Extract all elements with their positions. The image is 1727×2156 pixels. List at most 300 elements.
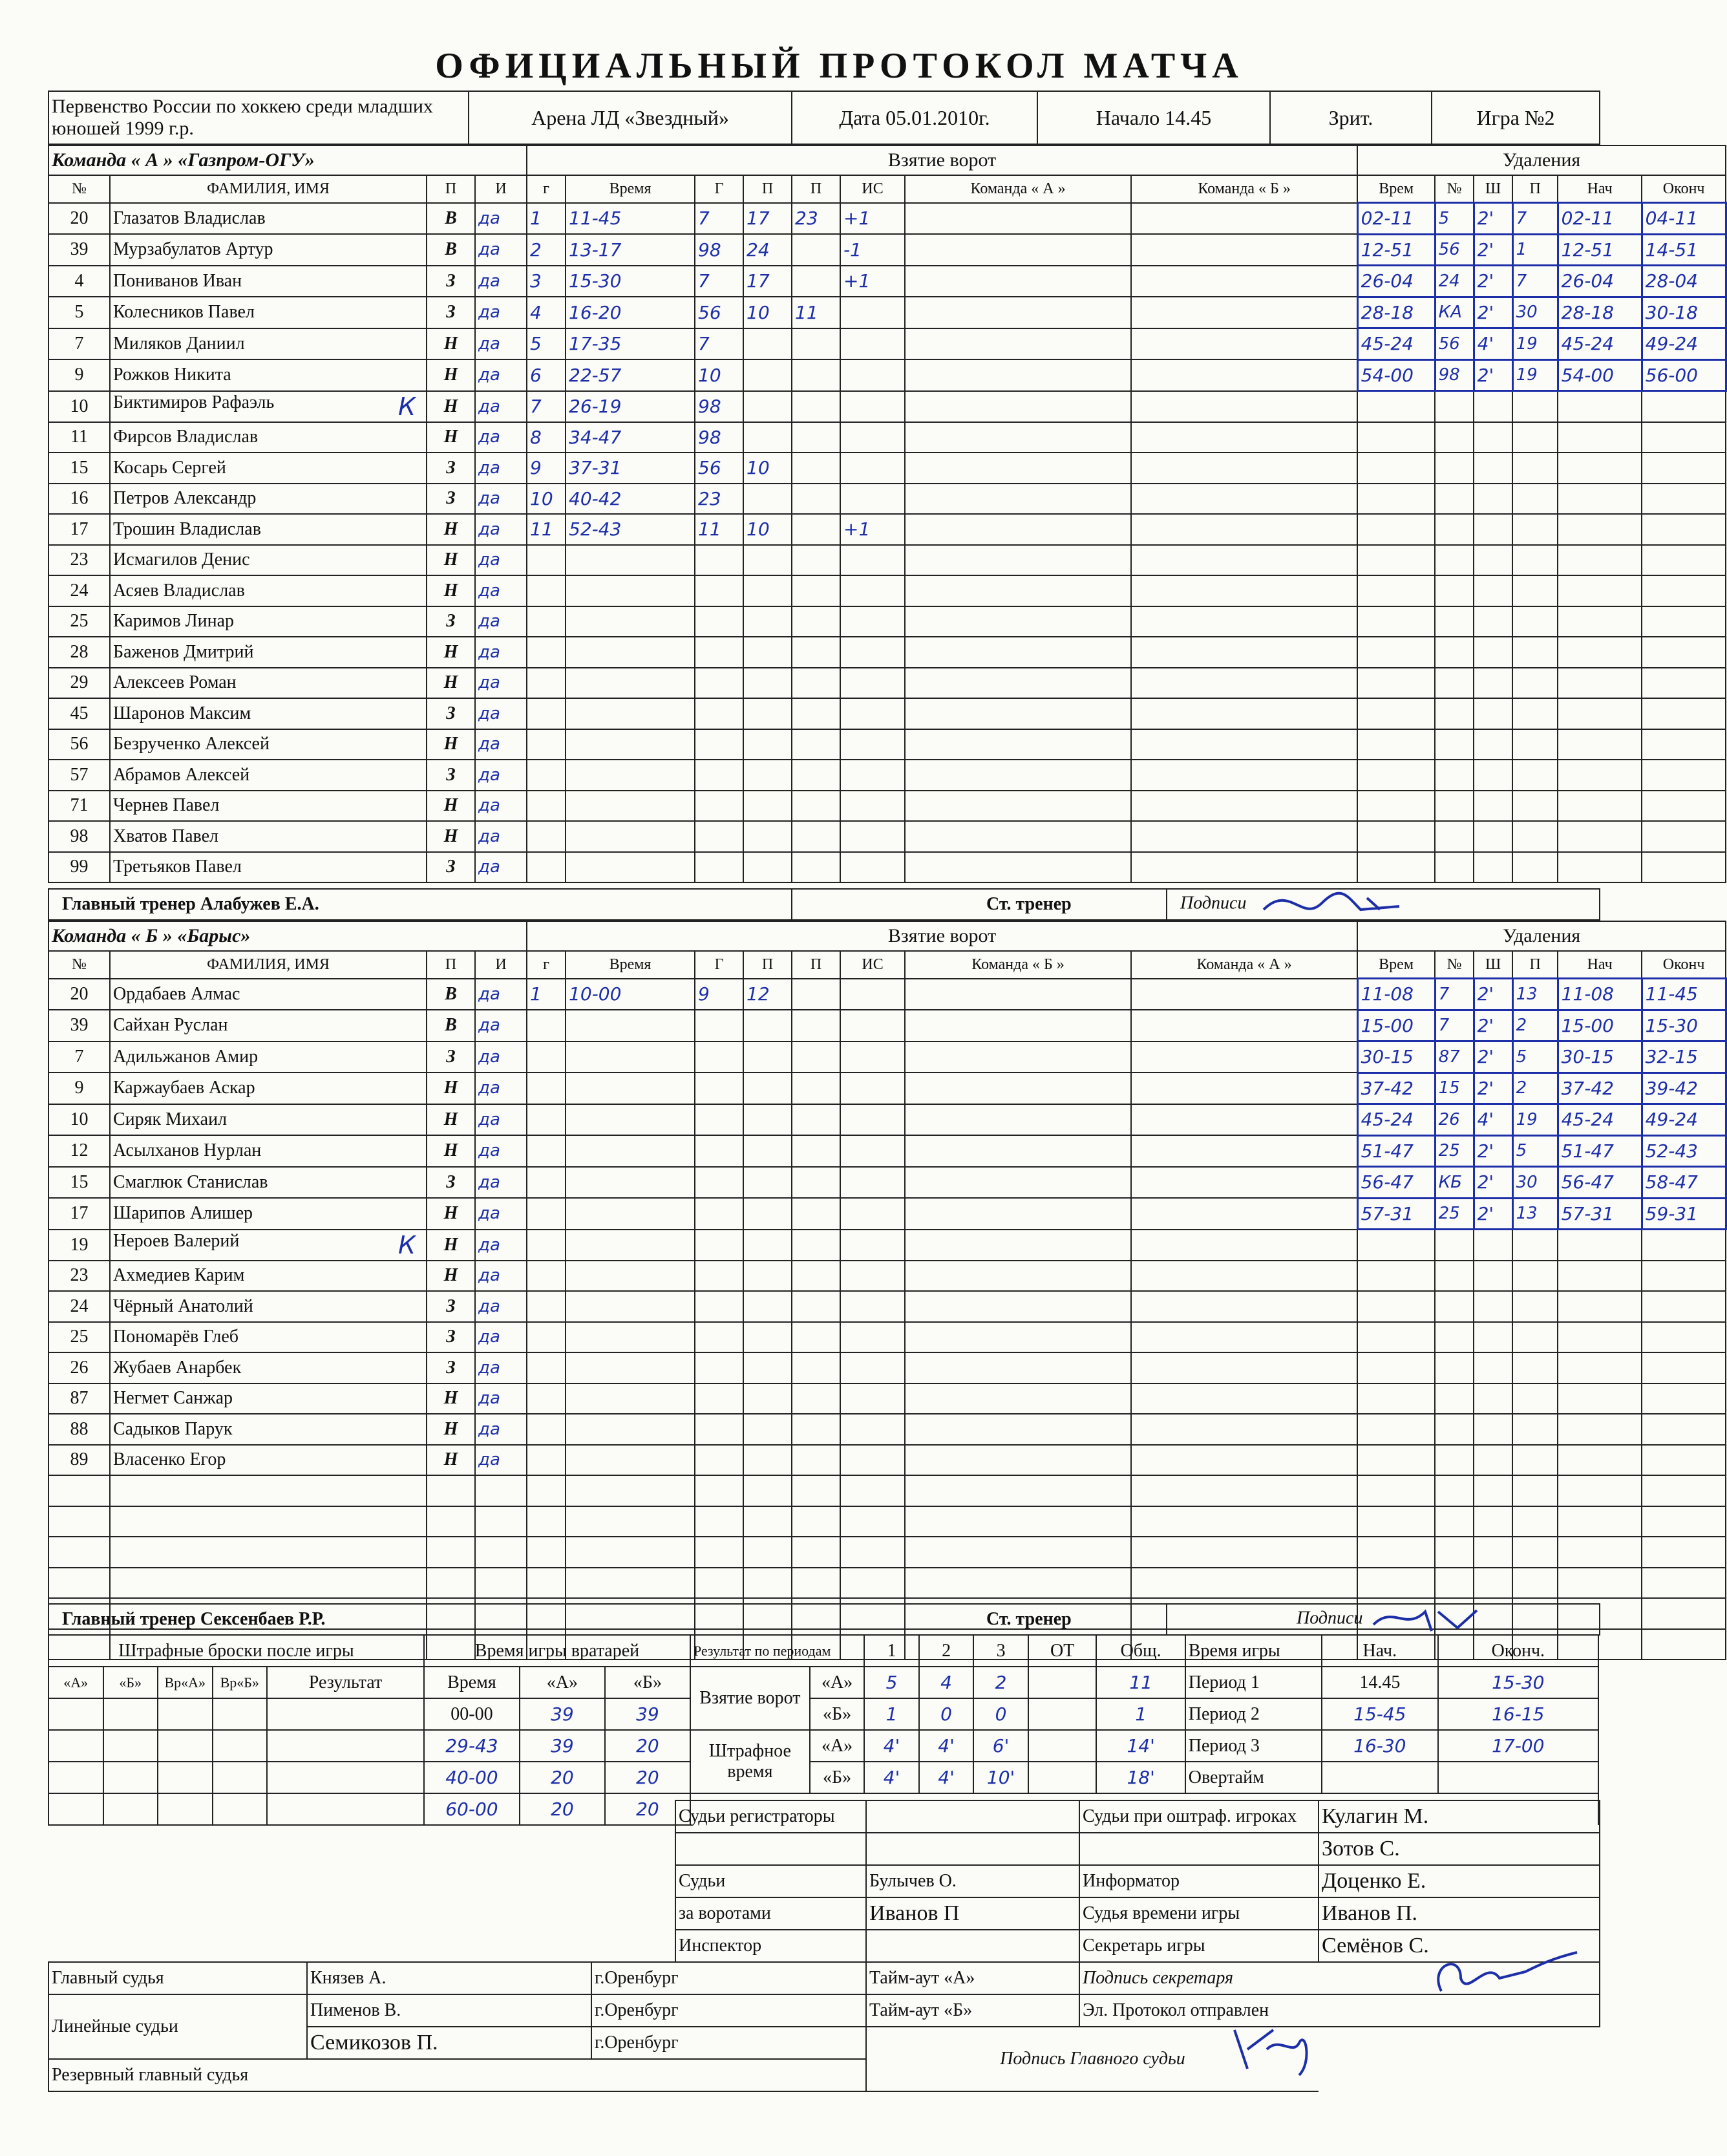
player-position: Н <box>427 514 475 545</box>
player-mark: да <box>475 1383 527 1414</box>
player-mark: да <box>475 1230 527 1261</box>
pim-b-p3: 10' <box>973 1762 1028 1793</box>
team-b-signature: Подписи <box>1167 1604 1600 1635</box>
penalty-code: 5 <box>1512 1135 1558 1167</box>
period-2-label: Период 2 <box>1185 1698 1322 1730</box>
table-row <box>48 852 1726 883</box>
goals-b-label: «Б» <box>810 1698 865 1730</box>
goal-assist-2 <box>792 266 840 297</box>
period-2-end: 16-15 <box>1438 1698 1598 1730</box>
player-position: З <box>427 1352 475 1383</box>
gk-row-a: 20 <box>520 1793 605 1825</box>
goal-scorer: 98 <box>695 234 743 266</box>
overtime-start <box>1322 1762 1438 1793</box>
goal-situation <box>840 422 905 453</box>
goal-assist-1: 10 <box>743 297 792 328</box>
penalty-minutes: 2' <box>1474 1010 1512 1041</box>
penbox-name-2: Зотов С. <box>1319 1833 1600 1865</box>
table-row <box>48 484 1726 515</box>
player-mark: да <box>475 1291 527 1322</box>
player-name: Каримов Линар <box>110 606 427 637</box>
goal-time: 16-20 <box>566 297 695 328</box>
col-pen-sh: Ш <box>1474 175 1512 203</box>
player-name: Трошин Владислав <box>110 514 427 545</box>
player-mark: да <box>475 1041 527 1073</box>
goal-assist-2: 23 <box>792 203 840 235</box>
gk-row-b: 39 <box>605 1698 690 1730</box>
player-name: Миляков Даниил <box>110 328 427 360</box>
goal-assist-2 <box>792 328 840 360</box>
goals-a-ot <box>1028 1667 1097 1698</box>
player-name: Сиряк Михаил <box>110 1104 427 1136</box>
goal-time: 26-19 <box>566 391 695 422</box>
player-number: 17 <box>48 514 110 545</box>
table-row <box>48 1506 1726 1537</box>
pim-b-p2: 4' <box>919 1762 974 1793</box>
gk-row-b: 20 <box>605 1762 690 1793</box>
goal-number: 2 <box>527 234 566 266</box>
player-mark: да <box>475 575 527 606</box>
player-number: 9 <box>48 1073 110 1104</box>
player-number: 12 <box>48 1135 110 1167</box>
col-g: г <box>527 951 566 979</box>
period-col-1: 1 <box>864 1635 919 1667</box>
table-row <box>48 637 1726 668</box>
col-gg: Г <box>695 951 743 979</box>
goal-assist-2 <box>792 979 840 1010</box>
player-position: З <box>427 1322 475 1353</box>
table-row <box>48 575 1726 606</box>
penalty-start: 56-47 <box>1558 1167 1642 1199</box>
secretary-label: Секретарь игры <box>1079 1930 1319 1962</box>
registrars-label: Судьи регистраторы <box>675 1800 866 1833</box>
player-mark: да <box>475 821 527 852</box>
table-row <box>48 1568 1726 1599</box>
goal-scorer: 56 <box>695 297 743 328</box>
player-mark: да <box>475 453 527 484</box>
penalty-player: КА <box>1435 297 1474 328</box>
player-number: 25 <box>48 606 110 637</box>
team-a-table <box>48 145 1727 883</box>
penalty-time: 57-31 <box>1357 1198 1435 1230</box>
player-number: 7 <box>48 1041 110 1073</box>
table-row <box>48 1073 1726 1104</box>
goal-assist-2 <box>792 391 840 422</box>
col-pen-end: Оконч <box>1642 175 1726 203</box>
player-name: Безрученко Алексей <box>110 729 427 760</box>
referee-label: Главный судья <box>48 1962 307 1994</box>
goal-assist-1 <box>743 391 792 422</box>
penalty-time: 37-42 <box>1357 1073 1435 1104</box>
goal-judge-a: Булычев О. <box>866 1865 1079 1897</box>
goal-assist-2 <box>792 234 840 266</box>
col-pen-pn: П <box>1512 175 1558 203</box>
player-position: З <box>427 852 475 883</box>
player-position: З <box>427 1041 475 1073</box>
gk-row-time: 00-00 <box>424 1698 520 1730</box>
timekeeper-name: Иванов П. <box>1319 1897 1600 1930</box>
goals-a-p1: 5 <box>864 1667 919 1698</box>
player-mark: да <box>475 1352 527 1383</box>
col-goals-b: Команда « Б » <box>1131 175 1357 203</box>
team_a-penalties-header: Удаления <box>1357 145 1726 175</box>
player-position: В <box>427 979 475 1010</box>
player-position: Н <box>427 359 475 391</box>
col-is: ИС <box>840 175 905 203</box>
team-b-asst-coach: Ст. тренер <box>792 1604 1167 1635</box>
player-position: Н <box>427 1414 475 1445</box>
gk-row-b: 20 <box>605 1793 690 1825</box>
col-pen-pn: П <box>1512 951 1558 979</box>
player-mark: да <box>475 484 527 515</box>
player-number: 28 <box>48 637 110 668</box>
gk-row-a: 39 <box>520 1730 605 1762</box>
player-position: З <box>427 760 475 791</box>
player-mark: да <box>475 1198 527 1230</box>
player-number: 15 <box>48 453 110 484</box>
goal-scorer: 7 <box>695 266 743 297</box>
penalty-time: 26-04 <box>1357 266 1435 297</box>
penalty-end: 49-24 <box>1642 328 1726 360</box>
penalty-player: 5 <box>1435 203 1474 235</box>
goals-a-p3: 2 <box>973 1667 1028 1698</box>
player-name: Садыков Парук <box>110 1414 427 1445</box>
player-mark: да <box>475 391 527 422</box>
penalty-time: 51-47 <box>1357 1135 1435 1167</box>
goal-scorer: 10 <box>695 359 743 391</box>
table-row <box>48 1322 1726 1353</box>
penalty-time: 30-15 <box>1357 1041 1435 1073</box>
gk-row-b: 20 <box>605 1730 690 1762</box>
goals-b-ot <box>1028 1698 1097 1730</box>
penalty-player: 7 <box>1435 979 1474 1010</box>
goal-time: 37-31 <box>566 453 695 484</box>
table-row <box>48 1291 1726 1322</box>
team-b-signature-scribble <box>1367 1605 1496 1634</box>
penalty-time: 54-00 <box>1357 359 1435 391</box>
player-position: В <box>427 203 475 235</box>
gk-row-time: 29-43 <box>424 1730 520 1762</box>
goal-scorer: 11 <box>695 514 743 545</box>
team-a-asst-coach: Ст. тренер <box>792 889 1167 920</box>
penalty-code: 7 <box>1512 266 1558 297</box>
player-mark: да <box>475 979 527 1010</box>
player-mark: да <box>475 422 527 453</box>
player-number: 88 <box>48 1414 110 1445</box>
timeout-a-label: Тайм-аут «А» <box>866 1962 1079 1994</box>
goal-assist-1: 12 <box>743 979 792 1010</box>
goal-number: 11 <box>527 514 566 545</box>
goal-number: 7 <box>527 391 566 422</box>
player-position: З <box>427 297 475 328</box>
penalty-player: 26 <box>1435 1104 1474 1136</box>
table-row <box>48 791 1726 822</box>
col-pen-ptime: Врем <box>1357 951 1435 979</box>
player-position: Н <box>427 1073 475 1104</box>
penalty-code: 2 <box>1512 1010 1558 1041</box>
captain-mark: К <box>398 1230 416 1259</box>
period-1-start: 14.45 <box>1322 1667 1438 1698</box>
goal-assist-1: 17 <box>743 266 792 297</box>
player-mark: да <box>475 359 527 391</box>
table-row <box>48 606 1726 637</box>
player-position: З <box>427 1167 475 1199</box>
pim-a-p2: 4' <box>919 1730 974 1762</box>
player-mark: да <box>475 1135 527 1167</box>
player-number: 39 <box>48 1010 110 1041</box>
shootout-col-a: «А» <box>48 1667 103 1698</box>
player-number: 98 <box>48 821 110 852</box>
goal-assist-2 <box>792 484 840 515</box>
col-pp2: П <box>792 951 840 979</box>
player-number: 39 <box>48 234 110 266</box>
penalty-code: 1 <box>1512 234 1558 266</box>
penalty-time: 02-11 <box>1357 203 1435 235</box>
player-number: 15 <box>48 1167 110 1199</box>
shootout-col-b: «Б» <box>103 1667 158 1698</box>
penalty-time: 11-08 <box>1357 979 1435 1010</box>
col-pen-start: Нач <box>1558 175 1642 203</box>
player-mark: да <box>475 698 527 729</box>
player-name: Петров Александр <box>110 484 427 515</box>
goal-assist-2 <box>792 359 840 391</box>
col-i: И <box>475 951 527 979</box>
team-b-coach-row <box>48 1603 1600 1636</box>
officials-section <box>48 1800 1600 2092</box>
player-position: Н <box>427 1445 475 1476</box>
player-name: Мурзабулатов Артур <box>110 234 427 266</box>
penalty-end: 04-11 <box>1642 203 1726 235</box>
penalty-minutes: 2' <box>1474 1041 1512 1073</box>
gametime-start-header: Нач. <box>1322 1635 1438 1667</box>
goal-number: 9 <box>527 453 566 484</box>
player-number: 20 <box>48 203 110 235</box>
table-row <box>48 422 1726 453</box>
col-g: г <box>527 175 566 203</box>
player-number: 26 <box>48 1352 110 1383</box>
penalty-player: 25 <box>1435 1135 1474 1167</box>
table-row <box>48 1537 1726 1568</box>
penalty-player: 7 <box>1435 1010 1474 1041</box>
gk-row-a: 20 <box>520 1762 605 1793</box>
table-row <box>48 1010 1726 1041</box>
goal-number: 1 <box>527 203 566 235</box>
period-1-end: 15-30 <box>1438 1667 1598 1698</box>
gk-col-b: «Б» <box>605 1667 690 1698</box>
player-name: Асылханов Нурлан <box>110 1135 427 1167</box>
col-goals-a: Команда « А » <box>905 175 1131 203</box>
penalty-minutes: 2' <box>1474 1167 1512 1199</box>
goal-assist-1: 24 <box>743 234 792 266</box>
goal-judge-b: Иванов П <box>866 1897 1079 1930</box>
player-name: Хватов Павел <box>110 821 427 852</box>
goal-scorer: 98 <box>695 391 743 422</box>
col-goals-a: Команда « Б » <box>905 951 1131 979</box>
player-mark: да <box>475 266 527 297</box>
penalty-time: 45-24 <box>1357 1104 1435 1136</box>
player-number: 25 <box>48 1322 110 1353</box>
timeout-b-label: Тайм-аут «Б» <box>866 1994 1079 2027</box>
penalty-start: 51-47 <box>1558 1135 1642 1167</box>
penalty-player: 15 <box>1435 1073 1474 1104</box>
period-col-3: 3 <box>973 1635 1028 1667</box>
goal-number: 1 <box>527 979 566 1010</box>
penalty-start: 02-11 <box>1558 203 1642 235</box>
col-pen-no: № <box>1435 175 1474 203</box>
penalty-player: 98 <box>1435 359 1474 391</box>
pim-a-total: 14' <box>1096 1730 1185 1762</box>
pim-b-label: «Б» <box>810 1762 865 1793</box>
player-name: Жубаев Анарбек <box>110 1352 427 1383</box>
period-3-end: 17-00 <box>1438 1730 1598 1762</box>
player-number: 99 <box>48 852 110 883</box>
player-name: Каржаубаев Аскар <box>110 1073 427 1104</box>
player-name: Пономарёв Глеб <box>110 1322 427 1353</box>
player-mark: да <box>475 234 527 266</box>
goal-situation: +1 <box>840 266 905 297</box>
col-pen-start: Нач <box>1558 951 1642 979</box>
table-row <box>48 1445 1726 1476</box>
goal-time: 11-45 <box>566 203 695 235</box>
periods-title: Результат по периодам <box>690 1635 864 1667</box>
col-time: Время <box>566 951 695 979</box>
penalty-start: 54-00 <box>1558 359 1642 391</box>
goal-assist-1 <box>743 422 792 453</box>
pim-b-p1: 4' <box>864 1762 919 1793</box>
secretary-name: Семёнов С. <box>1319 1930 1600 1962</box>
penalty-minutes: 4' <box>1474 328 1512 360</box>
goal-time: 13-17 <box>566 234 695 266</box>
goal-situation <box>840 453 905 484</box>
player-position: Н <box>427 729 475 760</box>
player-position: З <box>427 266 475 297</box>
player-number: 87 <box>48 1383 110 1414</box>
col-p: П <box>427 175 475 203</box>
shootout-title: Штрафные броски после игры <box>48 1635 424 1667</box>
penalty-time: 28-18 <box>1357 297 1435 328</box>
player-name: Третьяков Павел <box>110 852 427 883</box>
penalty-code: 19 <box>1512 359 1558 391</box>
overtime-end <box>1438 1762 1598 1793</box>
player-position: Н <box>427 422 475 453</box>
goal-time: 17-35 <box>566 328 695 360</box>
player-number: 23 <box>48 1261 110 1292</box>
player-position: Н <box>427 1104 475 1136</box>
goal-scorer: 7 <box>695 203 743 235</box>
table-row <box>48 1383 1726 1414</box>
col-is: ИС <box>840 951 905 979</box>
reserve-referee-label: Резервный главный судья <box>48 2059 866 2091</box>
team_b-goals-header: Взятие ворот <box>527 921 1357 951</box>
player-position: З <box>427 606 475 637</box>
penalty-start: 12-51 <box>1558 234 1642 266</box>
penalty-start: 37-42 <box>1558 1073 1642 1104</box>
player-name: Биктимиров Рафаэль К <box>110 391 427 422</box>
linesman-1: Пименов В. <box>307 1994 591 2027</box>
goals-a-label: «А» <box>810 1667 865 1698</box>
player-name: Алексеев Роман <box>110 668 427 699</box>
goal-scorer: 7 <box>695 328 743 360</box>
penalty-start: 28-18 <box>1558 297 1642 328</box>
start-time: Начало 14.45 <box>1037 91 1270 144</box>
table-row <box>48 266 1726 297</box>
penalty-minutes: 2' <box>1474 979 1512 1010</box>
player-position: Н <box>427 328 475 360</box>
arena: Арена ЛД «Звездный» <box>469 91 792 144</box>
table-row <box>48 1414 1726 1445</box>
player-mark: да <box>475 1261 527 1292</box>
penalty-player: 56 <box>1435 328 1474 360</box>
table-row <box>48 979 1726 1010</box>
penbox-name-1: Кулагин М. <box>1319 1800 1600 1833</box>
penalty-end: 11-45 <box>1642 979 1726 1010</box>
penalty-code: 19 <box>1512 1104 1558 1136</box>
player-position: Н <box>427 1383 475 1414</box>
penalty-start: 11-08 <box>1558 979 1642 1010</box>
penalty-player: КБ <box>1435 1167 1474 1199</box>
table-row <box>48 729 1726 760</box>
table-row <box>48 1104 1726 1136</box>
penalty-end: 49-24 <box>1642 1104 1726 1136</box>
penalty-time: 12-51 <box>1357 234 1435 266</box>
player-name: Исмагилов Денис <box>110 545 427 576</box>
goal-assist-1 <box>743 484 792 515</box>
gk-row-time: 40-00 <box>424 1762 520 1793</box>
col-pp2: П <box>792 175 840 203</box>
player-number: 23 <box>48 545 110 576</box>
goal-situation <box>840 359 905 391</box>
goal-assist-2 <box>792 422 840 453</box>
player-number: 4 <box>48 266 110 297</box>
goal-situation: -1 <box>840 234 905 266</box>
goals-label: Взятие ворот <box>690 1667 810 1730</box>
player-position: Н <box>427 1230 475 1261</box>
secretary-signature-scribble <box>1422 1939 1590 2011</box>
gk-row-a: 39 <box>520 1698 605 1730</box>
period-3-label: Период 3 <box>1185 1730 1322 1762</box>
player-mark: да <box>475 1010 527 1041</box>
referee-name: Князев А. <box>307 1962 591 1994</box>
col-no: № <box>48 951 110 979</box>
player-name: Сайхан Руслан <box>110 1010 427 1041</box>
player-number: 56 <box>48 729 110 760</box>
goal-situation <box>840 979 905 1010</box>
referee-city: г.Оренбург <box>591 1962 866 1994</box>
linesman-2: Семикозов П. <box>307 2027 591 2059</box>
table-row <box>48 328 1726 360</box>
captain-mark: К <box>398 392 416 421</box>
period-2-start: 15-45 <box>1322 1698 1438 1730</box>
goal-scorer: 9 <box>695 979 743 1010</box>
goal-situation: +1 <box>840 514 905 545</box>
goal-assist-1 <box>743 328 792 360</box>
penalty-time: 56-47 <box>1357 1167 1435 1199</box>
player-mark: да <box>475 791 527 822</box>
player-name: Баженов Дмитрий <box>110 637 427 668</box>
col-no: № <box>48 175 110 203</box>
table-row <box>48 1475 1726 1506</box>
player-name: Пониванов Иван <box>110 266 427 297</box>
player-mark: да <box>475 729 527 760</box>
player-name: Власенко Егор <box>110 1445 427 1476</box>
col-pen-ptime: Врем <box>1357 175 1435 203</box>
player-number: 19 <box>48 1230 110 1261</box>
goal-situation: +1 <box>840 203 905 235</box>
goals-b-p2: 0 <box>919 1698 974 1730</box>
linesman-1-city: г.Оренбург <box>591 1994 866 2027</box>
penalty-end: 32-15 <box>1642 1041 1726 1073</box>
player-mark: да <box>475 328 527 360</box>
